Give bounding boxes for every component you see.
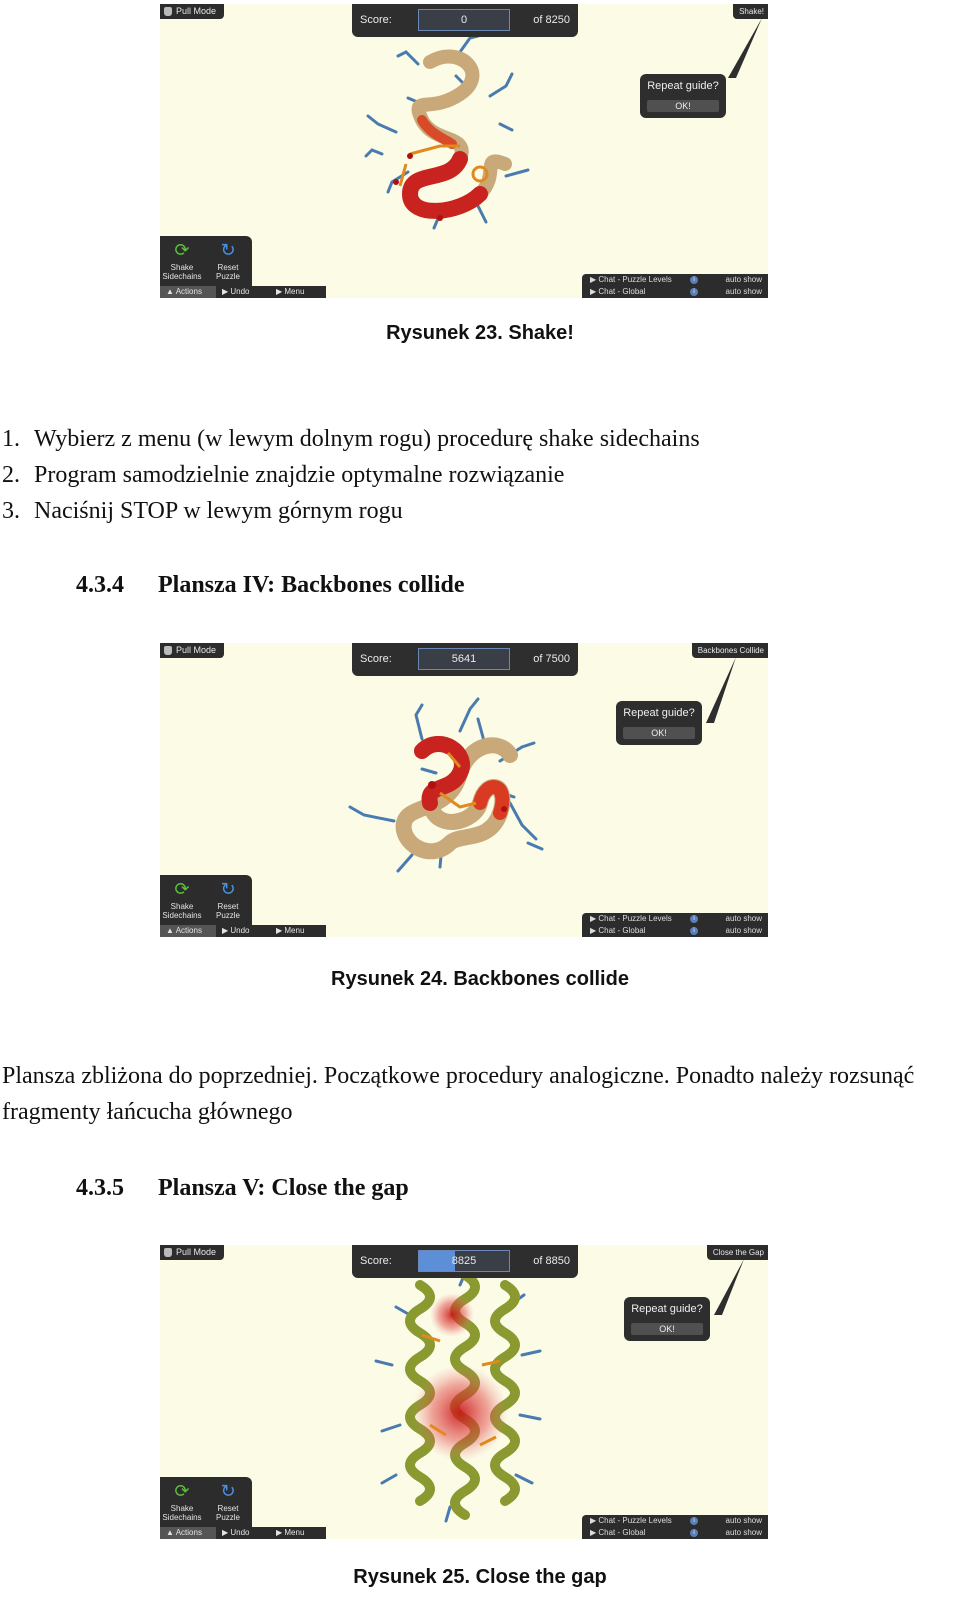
reset-puzzle-button[interactable] [206,878,250,920]
chat-global-row[interactable]: ▶ Chat - Global i auto show [590,1528,762,1537]
shake-sidechains-button[interactable] [160,239,204,281]
step-text: Naciśnij STOP w lewym górnym rogu [34,498,403,524]
step-number: 3. [2,498,20,524]
score-value: 8825 [451,1255,477,1267]
chat-panel [582,1515,768,1539]
tab-menu[interactable]: ▶ Menu [276,287,305,296]
auto-show-toggle[interactable]: auto show [725,287,762,296]
section-heading-4-3-5 [76,1175,409,1202]
chat-global-label: Chat - Global [598,926,646,935]
step-number: 2. [2,462,20,488]
score-value: 0 [460,14,468,26]
pull-mode-label: Pull Mode [176,645,217,655]
puzzle-name-tag: Backbones Collide [692,643,768,658]
chat-puzzle-levels-row[interactable]: ▶ Chat - Puzzle Levels i auto show [590,275,762,284]
section-number: 4.3.5 [76,1175,124,1201]
section-heading-4-3-4 [76,572,464,599]
hand-icon [164,7,172,16]
chat-puzzle-levels-row[interactable]: ▶ Chat - Puzzle Levels i auto show [590,1516,762,1525]
score-bar [352,643,578,676]
shake-label: Shake [170,902,194,911]
tab-undo-label: Undo [230,287,250,296]
shake-icon: ⟳ [174,879,190,899]
chat-global-row[interactable]: ▶ Chat - Global i auto show [590,287,762,296]
reset-icon: ↻ [220,879,236,899]
chat-puzzle-levels-label: Chat - Puzzle Levels [598,275,672,284]
list-item [2,421,700,457]
tab-actions-label: Actions [175,287,202,296]
step-text: Program samodzielnie znajdzie optymalne rozwiązanie [34,462,565,488]
chat-global-row[interactable]: ▶ Chat - Global i auto show [590,926,762,935]
tab-actions[interactable]: ▲ Actions [160,286,216,298]
figure-caption-25: Rysunek 25. Close the gap [353,1566,607,1588]
score-max: of 8850 [533,1255,570,1267]
repeat-guide-label: Repeat guide? [631,1303,703,1315]
actions-panel [160,875,252,925]
body-paragraph: Plansza zbliżona do poprzedniej. Początkowe procedury analogiczne. Ponadto należy rozsunąć fragmenty łańcucha głównego [2,1063,915,1125]
chat-panel [582,913,768,937]
list-item [2,493,700,529]
info-icon[interactable]: i [690,1517,698,1525]
tab-menu[interactable]: ▶ Menu [276,926,305,935]
pull-mode-button[interactable] [160,4,224,19]
score-label: Score: [360,653,392,665]
hand-icon [164,646,172,655]
puzzle-label: Puzzle [215,272,240,281]
step-list [2,421,700,529]
ok-button[interactable]: OK! [647,100,719,112]
list-item [2,457,700,493]
shake-sidechains-button[interactable] [160,878,204,920]
reset-label: Reset [217,263,239,272]
info-icon[interactable]: i [690,276,698,284]
tab-undo-label: Undo [230,1528,250,1537]
chat-puzzle-levels-label: Chat - Puzzle Levels [598,1516,672,1525]
tab-menu-label: Menu [284,1528,305,1537]
actions-panel [160,1477,252,1527]
reset-label: Reset [217,902,239,911]
tab-menu-label: Menu [284,287,305,296]
repeat-guide-dialog [616,701,702,745]
sidechains-label: Sidechains [162,911,202,920]
shake-icon: ⟳ [174,240,190,260]
repeat-guide-dialog [640,74,726,118]
pull-mode-label: Pull Mode [176,6,217,16]
tab-undo[interactable]: ▶ Undo [222,1528,250,1537]
chat-global-label: Chat - Global [598,287,646,296]
score-meter [418,9,510,31]
score-max: of 7500 [533,653,570,665]
score-meter [418,1250,510,1272]
reset-icon: ↻ [220,1481,236,1501]
repeat-guide-label: Repeat guide? [647,80,719,92]
repeat-guide-label: Repeat guide? [623,707,695,719]
chat-panel [582,274,768,298]
sidechains-label: Sidechains [162,272,202,281]
score-max: of 8250 [533,14,570,26]
pull-mode-button[interactable] [160,1245,224,1260]
score-label: Score: [360,1255,392,1267]
figure-23-shake [160,4,768,298]
shake-label: Shake [170,263,194,272]
reset-puzzle-button[interactable] [206,239,250,281]
figure-caption-24: Rysunek 24. Backbones collide [331,968,629,990]
ok-button[interactable]: OK! [631,1323,703,1335]
figure-24-backbones-collide [160,643,768,937]
pull-mode-button[interactable] [160,643,224,658]
tab-undo[interactable]: ▶ Undo [222,926,250,935]
chat-global-label: Chat - Global [598,1528,646,1537]
figure-25-close-the-gap [160,1245,768,1539]
auto-show-toggle[interactable]: auto show [725,1528,762,1537]
reset-label: Reset [217,1504,239,1513]
tab-undo-label: Undo [230,926,250,935]
tab-actions[interactable]: ▲ Actions [160,1527,216,1539]
repeat-guide-dialog [624,1297,710,1341]
pull-mode-label: Pull Mode [176,1247,217,1257]
reset-icon: ↻ [220,240,236,260]
ok-button[interactable]: OK! [623,727,695,739]
auto-show-toggle[interactable]: auto show [725,1516,762,1525]
step-text: Wybierz z menu (w lewym dolnym rogu) procedurę shake sidechains [34,426,700,452]
figure-caption-23: Rysunek 23. Shake! [386,322,574,344]
tab-actions-label: Actions [175,926,202,935]
score-bar [352,1245,578,1278]
hand-icon [164,1248,172,1257]
bottom-tabs [160,925,326,937]
puzzle-name-tag: Shake! [733,4,768,19]
info-icon[interactable]: i [690,915,698,923]
sidechains-label: Sidechains [162,1513,202,1522]
shake-icon: ⟳ [174,1481,190,1501]
section-title: Plansza IV: Backbones collide [158,572,465,598]
tab-actions-label: Actions [175,1528,202,1537]
chat-puzzle-levels-label: Chat - Puzzle Levels [598,914,672,923]
score-label: Score: [360,14,392,26]
shake-sidechains-button[interactable] [160,1480,204,1522]
info-icon[interactable]: i [690,927,698,935]
step-number: 1. [2,426,20,452]
tab-actions[interactable]: ▲ Actions [160,925,216,937]
bottom-tabs [160,1527,326,1539]
actions-panel [160,236,252,286]
section-number: 4.3.4 [76,572,124,598]
tab-menu-label: Menu [284,926,305,935]
info-icon[interactable]: i [690,288,698,296]
auto-show-toggle[interactable]: auto show [725,914,762,923]
puzzle-label: Puzzle [215,911,240,920]
score-meter [418,648,510,670]
puzzle-label: Puzzle [215,1513,240,1522]
shake-label: Shake [170,1504,194,1513]
bottom-tabs [160,286,326,298]
score-value: 5641 [451,653,477,665]
chat-puzzle-levels-row[interactable]: ▶ Chat - Puzzle Levels i auto show [590,914,762,923]
score-bar [352,4,578,37]
auto-show-toggle[interactable]: auto show [725,926,762,935]
info-icon[interactable]: i [690,1529,698,1537]
reset-puzzle-button[interactable] [206,1480,250,1522]
puzzle-name-tag: Close the Gap [707,1245,768,1260]
section-title: Plansza V: Close the gap [158,1175,409,1201]
auto-show-toggle[interactable]: auto show [725,275,762,284]
tab-menu[interactable]: ▶ Menu [276,1528,305,1537]
tab-undo[interactable]: ▶ Undo [222,287,250,296]
